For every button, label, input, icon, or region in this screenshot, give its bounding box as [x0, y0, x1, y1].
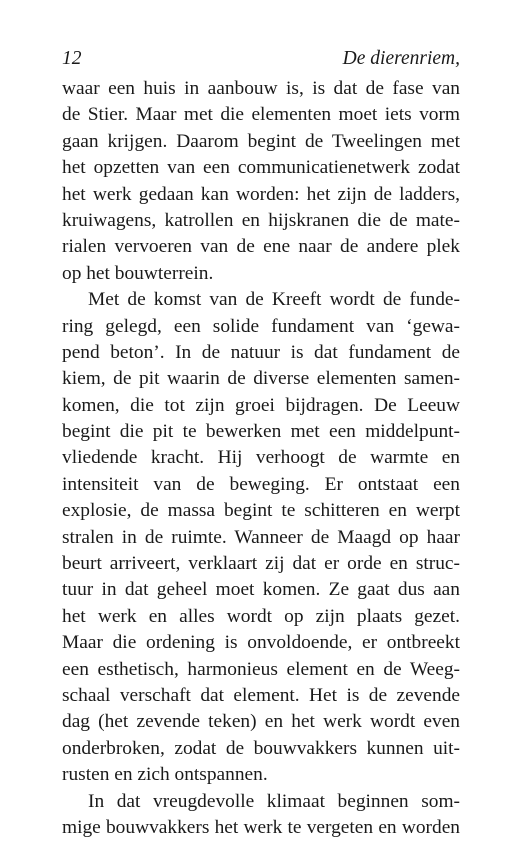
text-line: gaan krijgen. Daarom begint de Tweelingen met — [62, 130, 460, 152]
text-line: kiem, de pit waarin de diverse elementen samen- — [62, 368, 460, 390]
text-line: stralen in de ruimte. Wanneer de Maagd op haar — [62, 526, 460, 548]
text-line: dag (het zevende teken) en het werk wordt even — [62, 711, 460, 733]
text-line: rialen vervoeren van de ene naar de andere plek — [62, 236, 460, 258]
text-line: een esthetisch, harmonieus element en de Weeg- — [62, 658, 460, 680]
text-line: intensiteit van de beweging. Er ontstaat een — [62, 473, 460, 495]
text-line: mige bouwvakkers het werk te vergeten en worden — [62, 816, 460, 838]
text-line: Met de komst van de Kreeft wordt de funde- — [88, 289, 460, 311]
page-number: 12 — [62, 48, 82, 69]
book-page — [62, 0, 460, 850]
text-line: begint die pit te bewerken met een middelpunt- — [62, 421, 460, 443]
text-line: op het bouwterrein. — [62, 262, 214, 284]
text-line: het werk gedaan kan worden: het zijn de ladders, — [62, 183, 460, 205]
text-line: de Stier. Maar met die elementen moet iets vorm — [62, 104, 460, 126]
paragraph — [62, 789, 460, 842]
text-line: schaal verschaft dat element. Het is de zevende — [62, 684, 460, 706]
text-line: tuur in dat geheel moet komen. Ze gaat dus aan — [62, 579, 460, 601]
running-head — [62, 46, 460, 72]
text-line: het werk en alles wordt op zijn plaats gezet. — [62, 605, 460, 627]
text-line: komen, die tot zijn groei bijdragen. De Leeuw — [62, 394, 460, 416]
text-line: Maar die ordening is onvoldoende, er ontbreekt — [62, 632, 460, 654]
text-line: ring gelegd, een solide fundament van ‘gewa- — [62, 315, 460, 337]
text-line: beurt arriveert, verklaart zij dat er orde en struc- — [62, 553, 460, 575]
text-line: explosie, de massa begint te schitteren en werpt — [62, 500, 460, 522]
text-line: het opzetten van een communicatienetwerk zodat — [62, 157, 460, 179]
text-line: waar een huis in aanbouw is, is dat de fase van — [62, 78, 460, 99]
text-line: pend beton’. In de natuur is dat fundament de — [62, 341, 460, 363]
paragraph — [62, 287, 460, 788]
text-line: onderbroken, zodat de bouwvakkers kunnen uit- — [62, 737, 460, 759]
text-line: kruiwagens, katrollen en hijskranen die de mate- — [62, 209, 460, 231]
running-title: De dierenriem, — [342, 48, 460, 69]
body-text — [62, 76, 460, 841]
paragraph — [62, 76, 460, 287]
text-line: vliedende kracht. Hij verhoogt de warmte en — [62, 447, 460, 469]
text-line: rusten en zich ontspannen. — [62, 764, 268, 786]
text-line: In dat vreugdevolle klimaat beginnen som- — [88, 790, 460, 812]
